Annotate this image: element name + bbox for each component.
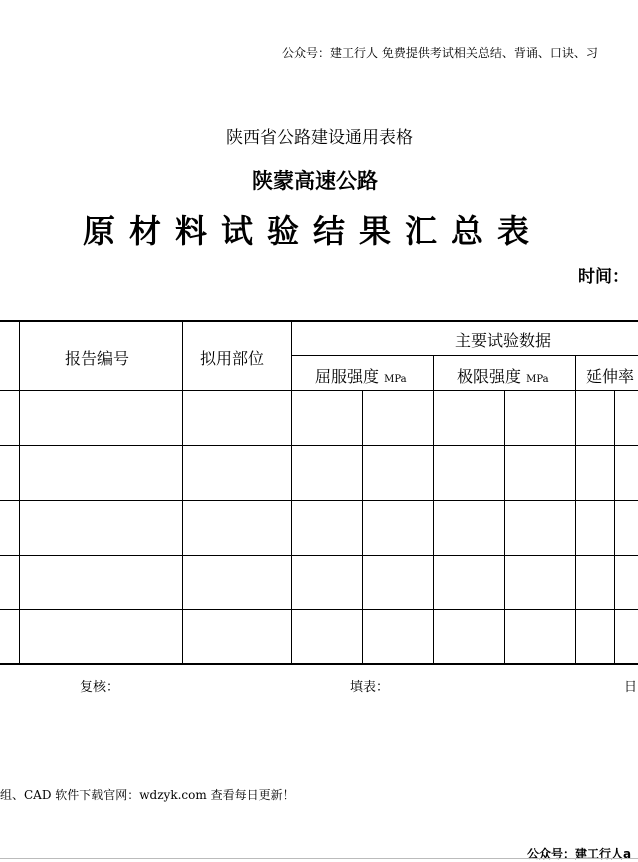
row-divider [0, 555, 638, 556]
col-divider [433, 355, 434, 664]
sub-header-elongation: 延伸率 [586, 367, 635, 386]
project-title: 陕蒙高速公路 [252, 169, 378, 193]
time-label: 时间： [578, 267, 629, 287]
date-label: 日 [624, 680, 638, 695]
sub-header-ultimate-unit: MPa [526, 374, 549, 385]
col-divider [291, 320, 292, 664]
table-top-border [0, 320, 638, 322]
header-bottom-border [0, 390, 638, 391]
group-header-main-data: 主要试验数据 [455, 331, 552, 350]
sub-header-yield-label: 屈服强度 [315, 367, 380, 386]
col-header-usage: 拟用部位 [200, 349, 265, 368]
col-header-report-no: 报告编号 [65, 349, 130, 368]
row-divider [0, 609, 638, 610]
col-divider [19, 320, 20, 664]
col-divider [614, 390, 615, 664]
col-divider [362, 390, 363, 664]
row-divider [0, 500, 638, 501]
bottom-notice: 组、CAD 软件下载官网：wdzyk.com 查看每日更新！ [0, 788, 295, 802]
form-title: 原材料试验结果汇总表 [83, 212, 544, 250]
province-title: 陕西省公路建设通用表格 [226, 128, 413, 148]
group-header-divider [291, 355, 638, 356]
fill-label: 填表： [350, 680, 390, 695]
sub-header-yield-unit: MPa [384, 374, 407, 385]
sub-header-yield [315, 364, 407, 387]
table-bottom-border [0, 663, 638, 665]
col-divider [182, 320, 183, 664]
bottom-rule [0, 858, 638, 859]
sub-header-ultimate-label: 极限强度 [457, 367, 522, 386]
review-label: 复核： [80, 680, 120, 695]
row-divider [0, 445, 638, 446]
bottom-banner: 公众号：建工行人a [527, 847, 632, 861]
sub-header-ultimate [457, 364, 549, 387]
top-banner: 公众号：建工行人 免费提供考试相关总结、背诵、口诀、习 [282, 46, 598, 60]
col-divider [575, 355, 576, 664]
col-divider [504, 390, 505, 664]
